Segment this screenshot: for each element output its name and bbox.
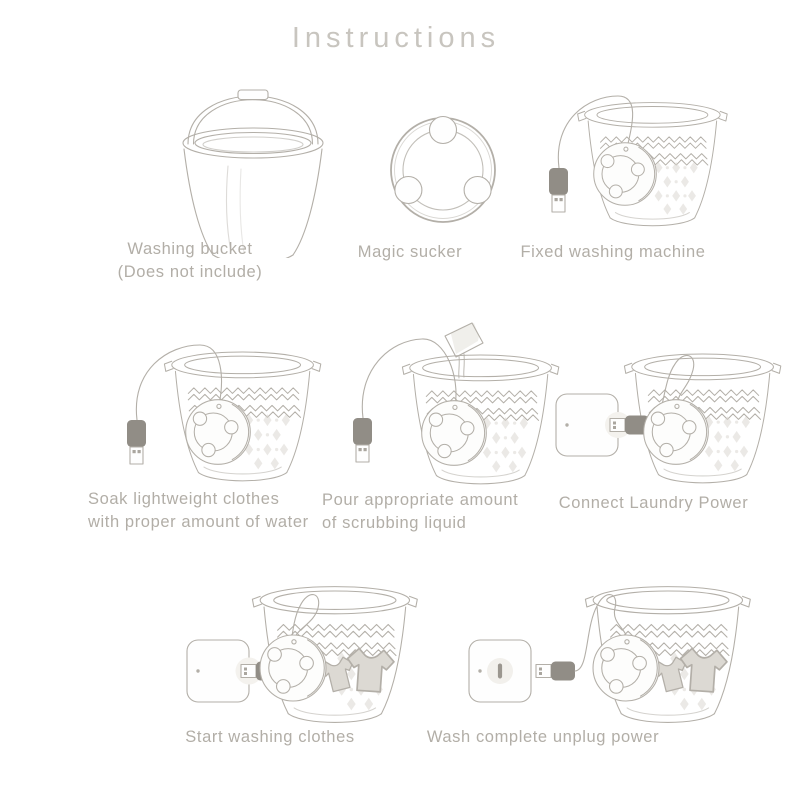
caption-connect-power <box>536 492 771 515</box>
caption-line: of scrubbing liquid <box>322 514 467 532</box>
bucket-device-usb-illustration <box>540 86 745 261</box>
usb-plug-icon <box>353 418 372 462</box>
caption-line: (Does not include) <box>117 263 263 281</box>
caption-fixed-washing-machine <box>498 241 728 264</box>
caption-line: Connect Laundry Power <box>558 494 749 512</box>
washer-disc-icon <box>260 635 326 701</box>
bucket-with-handle-illustration <box>168 86 338 258</box>
caption-soak-clothes <box>88 488 313 534</box>
washer-disc-icon <box>644 400 709 465</box>
washer-disc-icon <box>422 401 487 466</box>
power-symbol-icon <box>487 658 513 684</box>
bucket-clothes-unplugged-illustration <box>463 572 765 752</box>
caption-line: Magic sucker <box>357 243 463 261</box>
caption-line: Soak lightweight clothes <box>88 490 280 508</box>
bucket-clothes-adapter-illustration <box>130 572 432 752</box>
suction-disc-illustration <box>380 108 510 238</box>
page-title: Instructions <box>291 22 501 54</box>
caption-line: Fixed washing machine <box>520 243 706 261</box>
pour-cup-icon <box>445 323 483 378</box>
step-washing-bucket <box>168 86 338 258</box>
washer-disc-icon <box>186 400 251 465</box>
caption-line: with proper amount of water <box>88 513 309 531</box>
washer-disc-icon <box>593 635 659 701</box>
caption-washing-bucket <box>90 238 290 284</box>
usb-plug-icon <box>610 416 649 435</box>
caption-unplug-power <box>418 726 668 749</box>
caption-line: Pour appropriate amount <box>322 491 519 509</box>
step-start-washing <box>130 572 432 752</box>
caption-line: Wash complete unplug power <box>426 728 660 746</box>
caption-start-washing <box>170 726 370 749</box>
bucket-adapter-illustration <box>548 338 793 513</box>
step-soak-clothes <box>120 336 345 511</box>
suction-disc-icon <box>391 117 495 223</box>
washer-disc-icon <box>594 143 657 206</box>
caption-pour-liquid <box>322 489 537 535</box>
usb-plug-icon <box>536 662 575 681</box>
usb-plug-icon <box>127 420 146 464</box>
step-unplug-power <box>463 572 765 752</box>
caption-magic-sucker <box>330 241 490 264</box>
caption-line: Washing bucket <box>127 240 253 258</box>
usb-plug-icon <box>549 168 568 212</box>
bucket-device-pour-illustration <box>348 316 578 511</box>
step-connect-power <box>548 338 793 513</box>
step-pour-liquid <box>348 316 578 511</box>
bucket-handle-icon <box>188 90 318 144</box>
bucket-device-usb-illustration <box>120 336 345 511</box>
step-magic-sucker <box>380 108 510 238</box>
step-fixed-washing-machine <box>540 86 745 261</box>
caption-line: Start washing clothes <box>185 728 355 746</box>
